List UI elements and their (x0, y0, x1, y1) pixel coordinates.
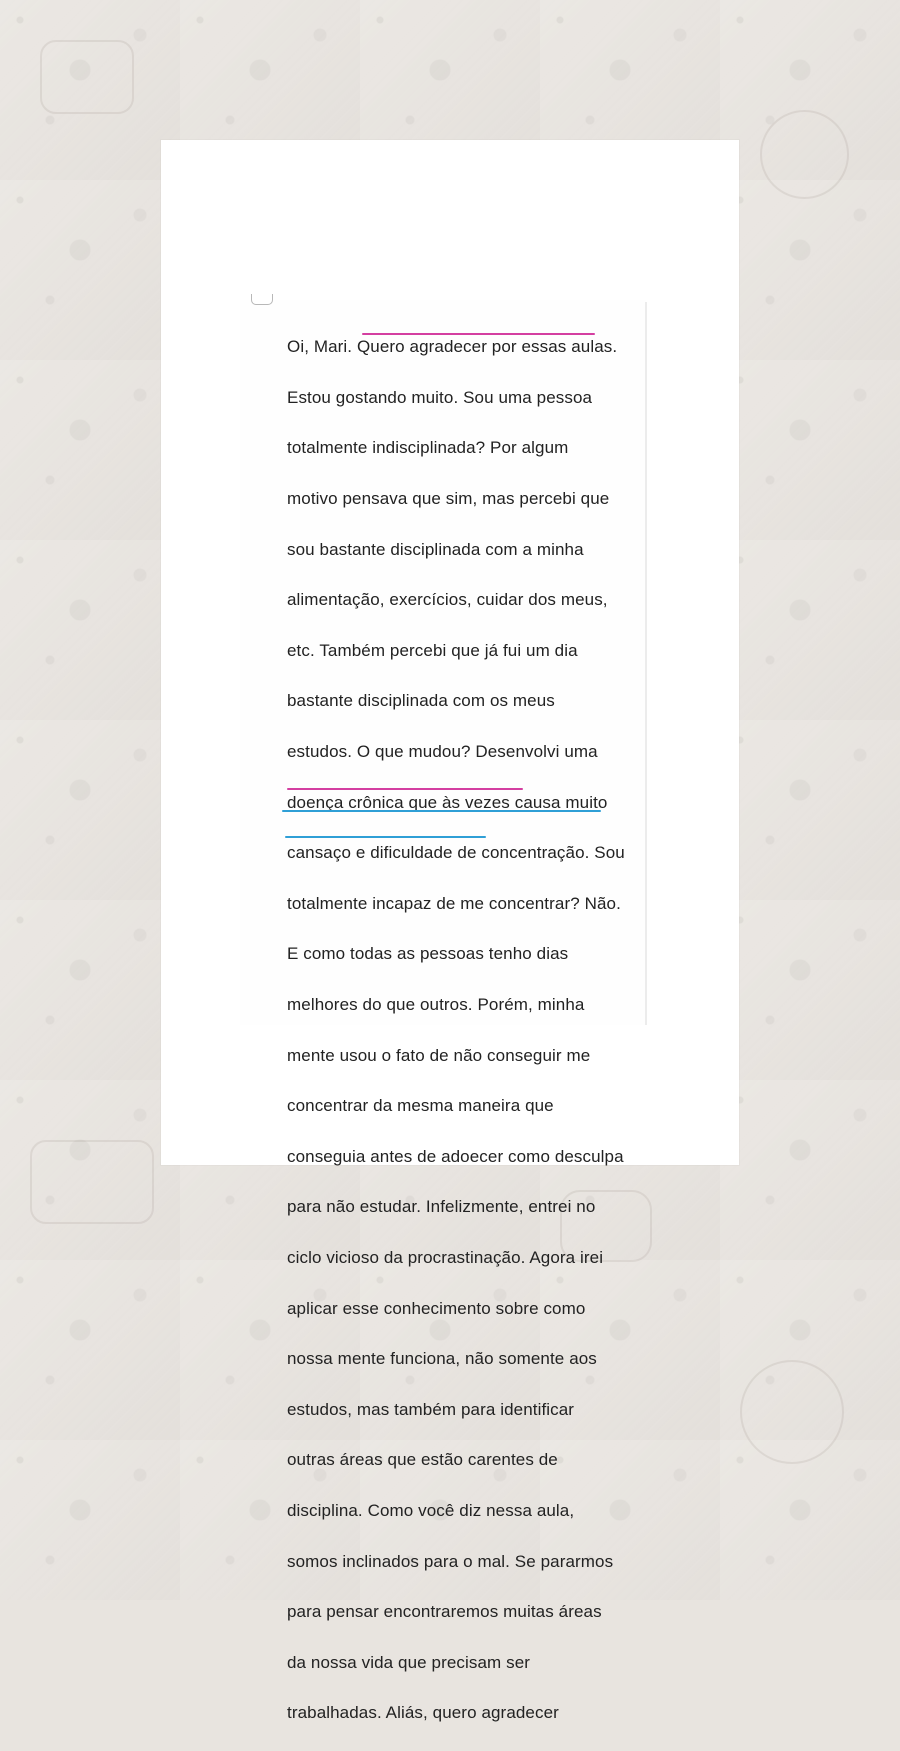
text-line-7: etc. Também percebi que já fui um dia (287, 640, 578, 660)
text-line-14: melhores do que outros. Porém, minha (287, 995, 585, 1015)
pink-underline-2 (287, 788, 523, 790)
text-line-23: outras áreas que estão carentes de (287, 1450, 558, 1470)
document-text (287, 309, 627, 1751)
text-line-6: alimentação, exercícios, cuidar dos meus, (287, 590, 608, 610)
blue-underline-2 (285, 836, 486, 838)
text-line-16: concentrar da mesma maneira que (287, 1096, 554, 1116)
text-line-25: somos inclinados para o mal. Se pararmos (287, 1551, 614, 1571)
text-line-19: ciclo vicioso da procrastinação. Agora irei (287, 1247, 604, 1267)
text-line-12: totalmente incapaz de me concentrar? Não. (287, 893, 621, 913)
text-line-20: aplicar esse conhecimento sobre como (287, 1298, 586, 1318)
text-line-28: trabalhadas. Aliás, quero agradecer (287, 1703, 559, 1723)
text-line-1: Oi, Mari. Quero agradecer por essas aulas. (287, 337, 618, 357)
text-line-11: cansaço e dificuldade de concentração. Sou (287, 843, 625, 863)
text-line-24: disciplina. Como você diz nessa aula, (287, 1500, 575, 1520)
text-line-15: mente usou o fato de não conseguir me (287, 1045, 591, 1065)
page-edge (645, 302, 647, 1025)
text-line-13: E como todas as pessoas tenho dias (287, 944, 569, 964)
text-line-27: da nossa vida que precisam ser (287, 1652, 531, 1672)
text-line-2: Estou gostando muito. Sou uma pessoa (287, 387, 593, 407)
text-line-9: estudos. O que mudou? Desenvolvi uma (287, 742, 598, 762)
text-line-8: bastante disciplinada com os meus (287, 691, 555, 711)
text-line-21: nossa mente funciona, não somente aos (287, 1349, 597, 1369)
pink-underline-1 (362, 333, 595, 335)
text-line-26: para pensar encontraremos muitas áreas (287, 1602, 602, 1622)
text-line-18: para não estudar. Infelizmente, entrei no (287, 1197, 596, 1217)
text-line-17: conseguia antes de adoecer como desculpa (287, 1146, 624, 1166)
text-line-4: motivo pensava que sim, mas percebi que (287, 489, 610, 509)
text-line-5: sou bastante disciplinada com a minha (287, 539, 584, 559)
text-line-10: doença crônica que às vezes causa muito (287, 792, 608, 812)
page-tab-icon (251, 294, 273, 305)
blue-underline-1 (282, 810, 601, 812)
text-line-3: totalmente indisciplinada? Por algum (287, 438, 569, 458)
text-line-22: estudos, mas também para identificar (287, 1399, 575, 1419)
